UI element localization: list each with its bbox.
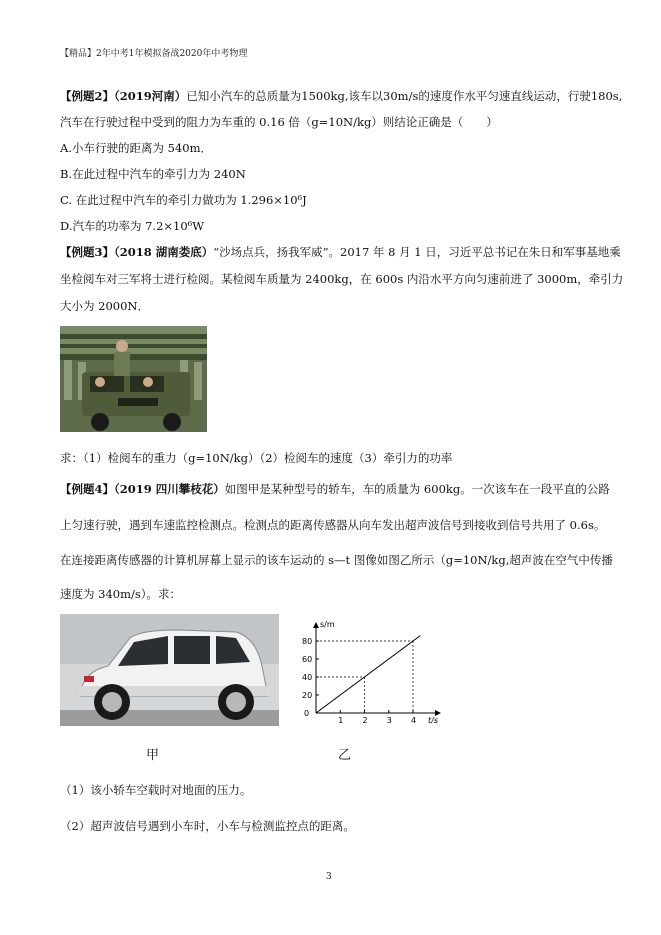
example2-option-a: A.小车行驶的距离为 540m． (60, 141, 212, 155)
example2-line2: 汽车在行驶过程中受到的阻力为车重的 0.16 倍（g=10N/kg）则结论正确是（ ） (60, 115, 498, 129)
page-number: 3 (326, 872, 332, 882)
parade-vehicle-photo (60, 326, 207, 432)
origin-label: 0 (304, 709, 310, 718)
y-axis-label: s/m (320, 620, 335, 629)
example3-source: （2018 湖南娄底） (114, 245, 214, 259)
s-t-graph (296, 615, 456, 735)
example4-source: （2019 四川攀枝花） (114, 482, 225, 496)
y-tick-label: 60 (302, 655, 313, 664)
example4-line1 (60, 481, 610, 497)
caption-right: 乙 (338, 748, 352, 763)
x-tick-label: 1 (338, 716, 344, 725)
example2-text1: 已知小汽车的总质量为1500kg,该车以30m/s的速度作水平匀速直线运动，行驶180s, (186, 89, 623, 103)
example3-line1 (60, 244, 621, 260)
y-tick-label: 20 (302, 691, 313, 700)
example3-text1: “沙场点兵，扬我军威”。2017 年 8 月 1 日，习近平总书记在朱日和军事基地乘 (213, 245, 621, 259)
example4-question1: （1）该小轿车空载时对地面的压力。 (60, 783, 252, 797)
example4-line3: 在连接距离传感器的计算机屏幕上显示的该车运动的 s—t 图像如图乙所示（g=10N/kg,超声波在空气中传播 (60, 553, 613, 567)
example3-line2: 坐检阅车对三军将士进行检阅。某检阅车质量为 2400kg，在 600s 内沿水平方向匀速前进了 3000m，牵引力 (60, 272, 624, 286)
x-axis-label: t/s (428, 716, 438, 725)
example2-option-c: C. 在此过程中汽车的牵引力做功为 1.296×10⁶J (60, 193, 307, 207)
example3-question: 求：（1）检阅车的重力（g=10N/kg）（2）检阅车的速度（3）牵引力的功率 (60, 451, 453, 465)
x-tick-label: 2 (362, 716, 368, 725)
example2-option-b: B.在此过程中汽车的牵引力为 240N (60, 167, 246, 181)
example2-option-d: D.汽车的功率为 7.2×10⁶W (60, 219, 205, 233)
y-tick-label: 40 (302, 673, 313, 682)
example4-line4: 速度为 340m/s）。求： (60, 587, 182, 601)
example4-text1: 如图甲是某种型号的轿车，车的质量为 600kg。一次该车在一段平直的公路 (224, 482, 610, 496)
example2-line1 (60, 88, 622, 104)
example3-line3: 大小为 2000N． (60, 299, 149, 313)
example2-tag: 【例题2】 (60, 89, 115, 103)
example4-tag: 【例题4】 (60, 482, 115, 496)
y-tick-label: 80 (302, 637, 313, 646)
example4-line2: 上匀速行驶，遇到车速监控检测点。检测点的距离传感器从向车发出超声波信号到接收到信号共用了 0.6s。 (60, 518, 606, 532)
example2-source: （2019河南） (114, 89, 187, 103)
car-photo (60, 614, 279, 726)
caption-left: 甲 (146, 748, 160, 763)
example3-tag: 【例题3】 (60, 245, 115, 259)
page-header: 【精品】2年中考1年模拟备战2020年中考物理 (60, 49, 248, 59)
x-tick-label: 4 (411, 716, 417, 725)
x-tick-label: 3 (386, 716, 392, 725)
series-line (316, 636, 420, 713)
example4-question2: （2）超声波信号遇到小车时，小车与检测监控点的距离。 (60, 819, 355, 833)
